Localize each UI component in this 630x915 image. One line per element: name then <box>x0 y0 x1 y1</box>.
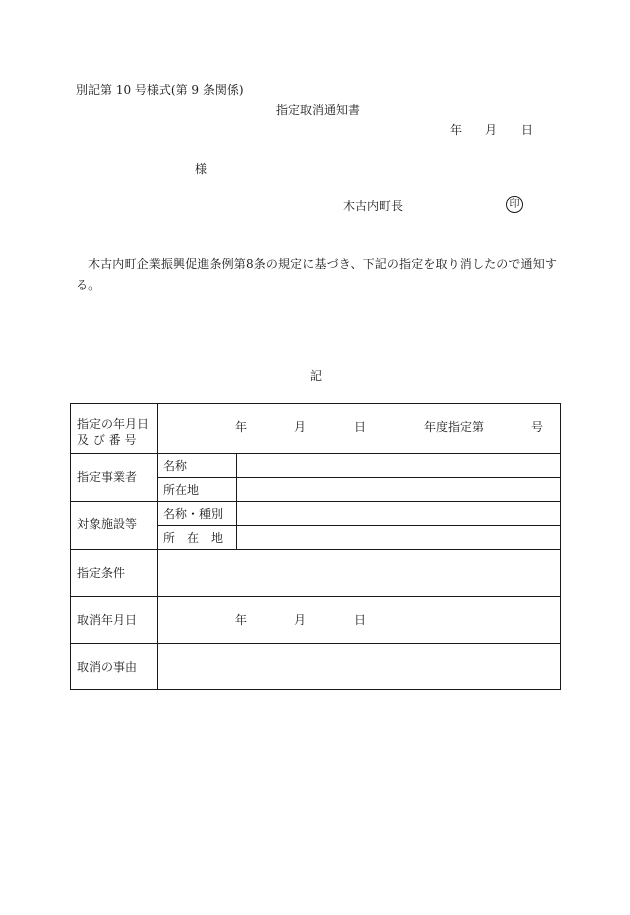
date-year-label: 年 <box>450 123 463 137</box>
row5-label: 取消年月日 <box>77 613 138 627</box>
row1-designation: 年度指定第 <box>424 420 485 434</box>
column-divider <box>236 453 237 549</box>
row-divider <box>71 643 560 644</box>
row-divider <box>157 477 560 478</box>
row6-label: 取消の事由 <box>77 660 138 674</box>
row1-month: 月 <box>294 420 307 434</box>
body-paragraph: 木古内町企業振興促進条例第8条の規定に基づき、下記の指定を取り消したので通知する。 <box>76 257 558 292</box>
column-divider <box>157 404 158 689</box>
form-reference: 別記第 10 号様式(第 9 条関係) <box>76 83 244 97</box>
row1-number: 号 <box>531 420 544 434</box>
row1-day: 日 <box>354 420 367 434</box>
row2-label: 指定事業者 <box>77 470 138 484</box>
date-day-label: 日 <box>521 123 534 137</box>
ki-heading: 記 <box>310 369 323 383</box>
row-divider <box>157 525 560 526</box>
date-month-label: 月 <box>485 123 498 137</box>
issuer-name: 木古内町長 <box>343 199 404 213</box>
row2-sub-name: 名称 <box>163 459 188 473</box>
row5-month: 月 <box>294 613 307 627</box>
row-divider <box>71 549 560 550</box>
row-divider <box>71 596 560 597</box>
addressee-honorific: 様 <box>195 162 208 176</box>
detail-table <box>70 403 561 690</box>
row5-day: 日 <box>354 613 367 627</box>
row1-year: 年 <box>235 420 248 434</box>
row4-label: 指定条件 <box>77 566 126 580</box>
row-divider <box>71 501 560 502</box>
row1-label-line1: 指定の年月日 <box>77 417 150 431</box>
row3-label: 対象施設等 <box>77 517 138 531</box>
row-divider <box>71 453 560 454</box>
row5-year: 年 <box>235 613 248 627</box>
row3-sub-name-type: 名称・種別 <box>163 507 224 521</box>
document-title: 指定取消通知書 <box>276 103 361 117</box>
row2-sub-address: 所在地 <box>163 483 200 497</box>
seal-icon: 印 <box>506 196 523 213</box>
row1-label-line2: 及 び 番 号 <box>77 433 137 447</box>
row3-sub-address: 所 在 地 <box>163 531 224 545</box>
